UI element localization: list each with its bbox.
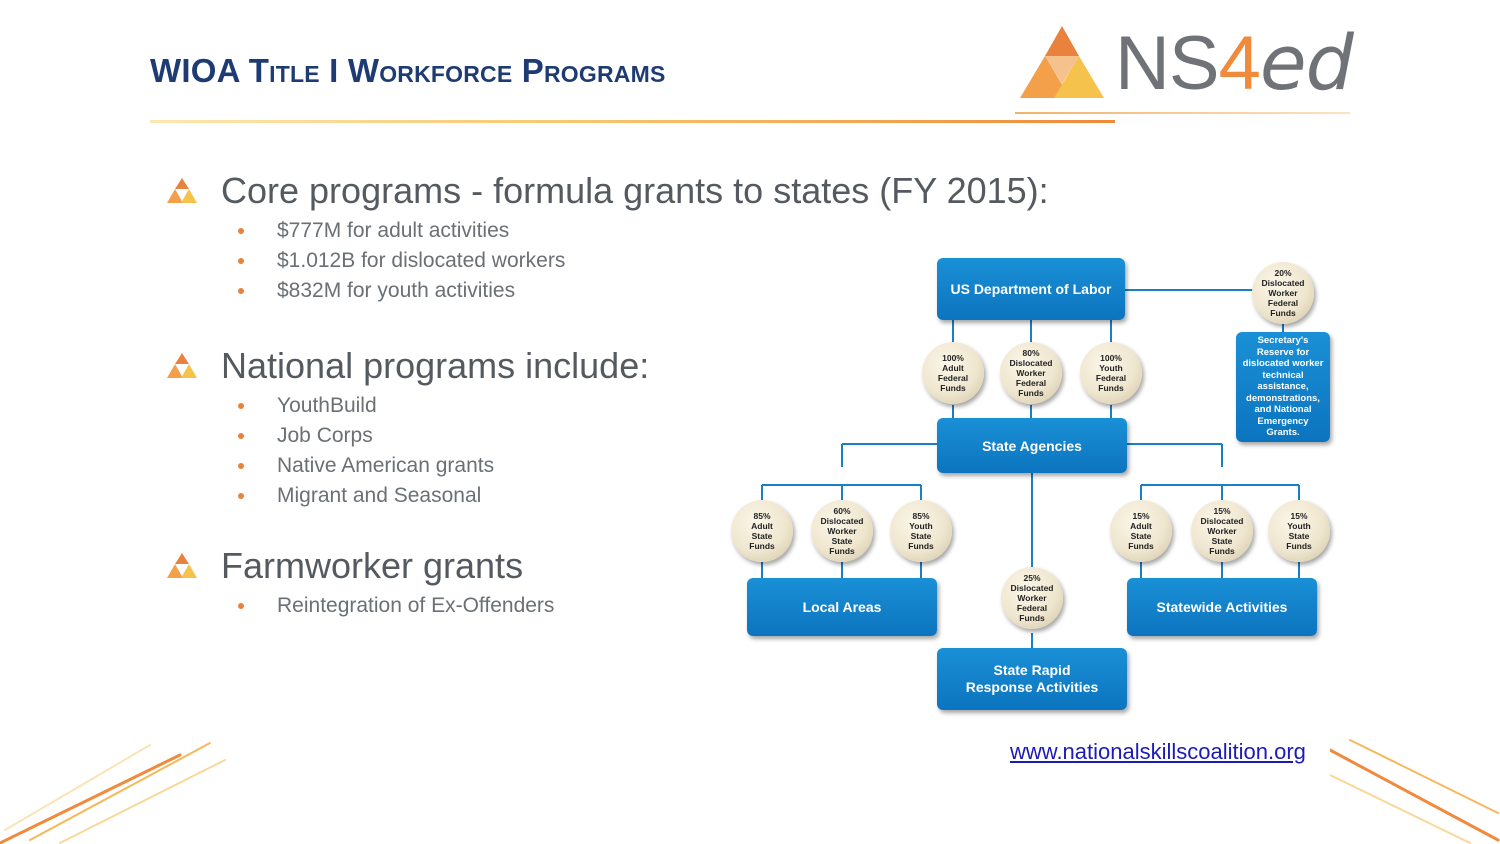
coin-statewide-adult-funds: 15% Adult State Funds	[1110, 500, 1172, 562]
list-item: Native American grants	[165, 451, 649, 481]
section-national-programs	[165, 345, 649, 511]
coin-statewide-dislocated-worker-funds: 15% Dislocated Worker State Funds	[1191, 500, 1253, 562]
page-title: WIOA Title I Workforce Programs	[150, 52, 666, 89]
box-secretarys-reserve: Secretary's Reserve for dislocated worker technical assistance, demonstrations, and National Emergency Grants.	[1236, 332, 1330, 442]
bullet-dot-icon	[238, 463, 244, 469]
bullet-dot-icon	[238, 493, 244, 499]
coin-local-dislocated-worker-funds: 60% Dislocated Worker State Funds	[811, 500, 873, 562]
coin-rapid-response-dislocated-worker-funds: 25% Dislocated Worker Federal Funds	[1001, 567, 1063, 629]
bullet-dot-icon	[238, 228, 244, 234]
triangle-logo-icon	[165, 552, 199, 580]
bullet-dot-icon	[238, 403, 244, 409]
coin-statewide-youth-funds: 15% Youth State Funds	[1268, 500, 1330, 562]
funding-flow-diagram	[715, 245, 1355, 725]
corner-swoosh-left-icon	[0, 735, 230, 844]
logo-divider	[1015, 112, 1350, 114]
box-us-department-of-labor: US Department of Labor	[937, 258, 1125, 320]
coin-federal-adult-funds: 100% Adult Federal Funds	[922, 342, 984, 404]
section-farmworker-grants	[165, 545, 554, 621]
coin-local-adult-funds: 85% Adult State Funds	[731, 500, 793, 562]
list-item: $832M for youth activities	[165, 276, 1049, 306]
list-item: $777M for adult activities	[165, 216, 1049, 246]
section-title: Core programs - formula grants to states (FY 2015):	[221, 170, 1049, 211]
ns4ed-wordmark: NS4ed	[1115, 18, 1353, 107]
box-local-areas: Local Areas	[747, 578, 937, 636]
bullet-dot-icon	[238, 288, 244, 294]
box-statewide-activities: Statewide Activities	[1127, 578, 1317, 636]
triangle-logo-icon	[165, 177, 199, 205]
list-item: YouthBuild	[165, 391, 649, 421]
coin-local-youth-funds: 85% Youth State Funds	[890, 500, 952, 562]
list-item: Job Corps	[165, 421, 649, 451]
list-item: $1.012B for dislocated workers	[165, 246, 1049, 276]
section-title: Farmworker grants	[221, 545, 524, 586]
triangle-logo-icon	[165, 352, 199, 380]
list-item: Migrant and Seasonal	[165, 481, 649, 511]
bullet-dot-icon	[238, 433, 244, 439]
coin-federal-youth-funds: 100% Youth Federal Funds	[1080, 342, 1142, 404]
website-link[interactable]: www.nationalskillscoalition.org	[1010, 739, 1306, 764]
bullet-dot-icon	[238, 258, 244, 264]
corner-swoosh-right-icon	[1330, 735, 1500, 844]
coin-reserve-dislocated-worker-funds: 20% Dislocated Worker Federal Funds	[1252, 262, 1314, 324]
list-item: Reintegration of Ex-Offenders	[165, 591, 554, 621]
section-title: National programs include:	[221, 345, 650, 386]
box-state-rapid-response: State Rapid Response Activities	[937, 648, 1127, 710]
coin-federal-dislocated-worker-funds: 80% Dislocated Worker Federal Funds	[1000, 342, 1062, 404]
bullet-dot-icon	[238, 603, 244, 609]
title-divider	[150, 120, 1115, 123]
box-state-agencies: State Agencies	[937, 418, 1127, 473]
